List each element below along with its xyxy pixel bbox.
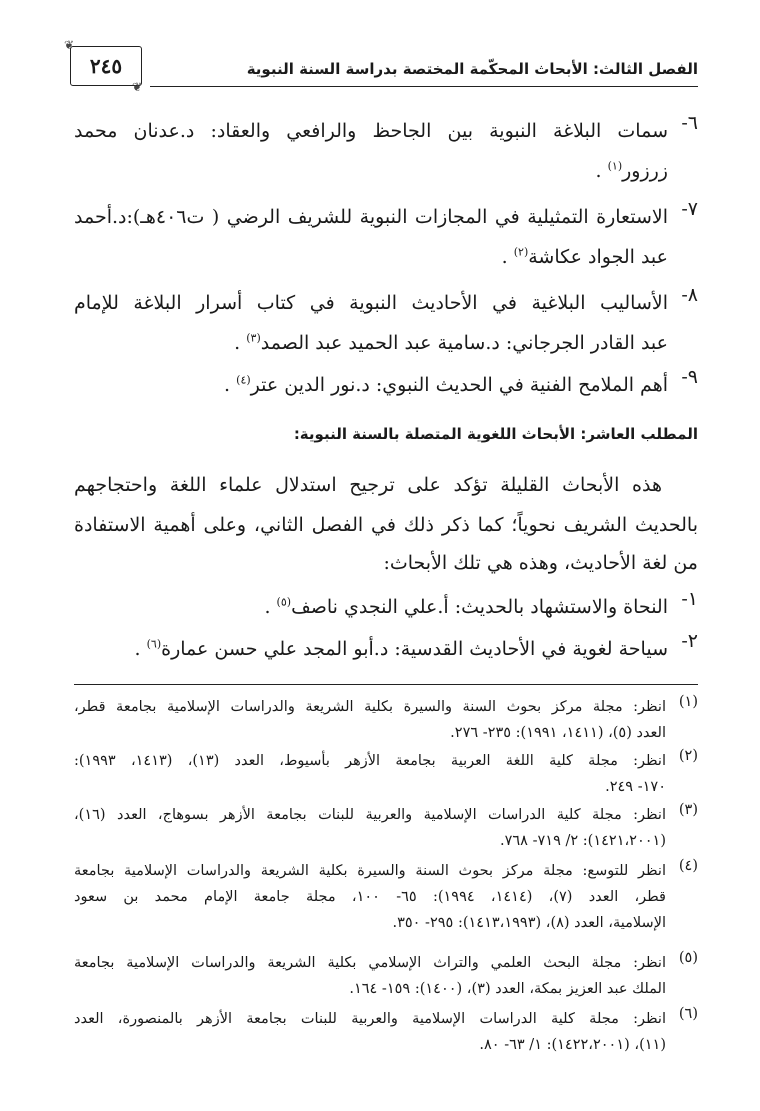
list-item-number: ٢- bbox=[681, 630, 698, 652]
list-item-line: سياحة لغوية في الأحاديث القدسية: د.أبو المجد علي حسن عمارة$^{(٦)}$ . bbox=[134, 637, 668, 660]
footnote-line: قطر، العدد (٧)، (١٤١٤، ١٩٩٤): ٦٥- ١٠٠، مجلة جامعة الإمام محمد بن سعود bbox=[74, 889, 666, 905]
list-item-line: زرزور$^{(١)}$ . bbox=[595, 159, 668, 182]
footnote-number: (٦) bbox=[678, 1006, 698, 1022]
footnote-line: العدد (٥)، (١٤١١، ١٩٩١): ٢٣٥- ٢٧٦. bbox=[450, 725, 666, 741]
footnote-line: انظر: مجلة كلية الدراسات الإسلامية والعربية للبنات بجامعة الأزهر بسوهاج، العدد (١٦)، bbox=[74, 807, 666, 823]
list-item-number: ٦- bbox=[681, 112, 698, 134]
footnote-line: ١٧٠- ٢٤٩. bbox=[605, 779, 666, 795]
footnote-line: (١٤٢١،٢٠٠١): ٢/ ٧١٩- ٧٦٨. bbox=[500, 833, 666, 849]
list-item-line: النحاة والاستشهاد بالحديث: أ.علي النجدي ناصف$^{(٥)}$ . bbox=[264, 595, 668, 618]
list-item-number: ٩- bbox=[681, 366, 698, 388]
header-divider bbox=[150, 86, 698, 87]
running-header-title: الفصل الثالث: الأبحاث المحكّمة المختصة بدراسة السنة النبوية bbox=[246, 60, 698, 78]
list-item-number: ٧- bbox=[681, 198, 698, 220]
footnote-ref: (٥) bbox=[276, 595, 292, 609]
footnote-ref: (٣) bbox=[246, 331, 261, 345]
section-heading: المطلب العاشر: الأبحاث اللغوية المتصلة بالسنة النبوية: bbox=[293, 425, 698, 443]
paragraph-line: بالحديث الشريف نحوياً؛ كما ذكر ذلك في الفصل الثاني، وعلى أهمية الاستفادة bbox=[74, 514, 698, 536]
footnote-line: الإسلامية، العدد (٨)، (١٤١٣،١٩٩٣): ٢٩٥- ٣٥٠. bbox=[392, 915, 666, 931]
list-item-line: عبد الجواد عكاشة$^{(٢)}$ . bbox=[501, 245, 668, 268]
ornament-flourish-icon: ❦ bbox=[64, 38, 75, 52]
footnote-number: (٢) bbox=[678, 748, 698, 764]
footnote-divider bbox=[74, 684, 698, 685]
list-item-number: ١- bbox=[681, 588, 698, 610]
footnote-number: (٤) bbox=[678, 858, 698, 874]
paragraph-line: هذه الأبحاث القليلة تؤكد على ترجيح استدلال علماء اللغة واحتجاجهم bbox=[74, 474, 662, 496]
footnote-line: انظر: مجلة كلية اللغة العربية بجامعة الأزهر بأسيوط، العدد (١٣)، (١٤١٣، ١٩٩٣): bbox=[74, 753, 666, 769]
footnote-line: انظر: مجلة البحث العلمي والتراث الإسلامي بكلية الشريعة والدراسات الإسلامية بجامعة bbox=[74, 955, 666, 971]
list-item-line: الاستعارة التمثيلية في المجازات النبوية للشريف الرضي ( ت٤٠٦هـ):د.أحمد bbox=[74, 206, 668, 228]
list-item-line: أهم الملامح الفنية في الحديث النبوي: د.نور الدين عتر$^{(٤)}$ . bbox=[224, 373, 668, 396]
list-item-line: عبد القادر الجرجاني: د.سامية عبد الحميد عبد الصمد$^{(٣)}$ . bbox=[234, 331, 668, 354]
footnote-ref: (٢) bbox=[513, 245, 529, 259]
list-item-line: سمات البلاغة النبوية بين الجاحظ والرافعي والعقاد: د.عدنان محمد bbox=[74, 120, 668, 142]
footnote-ref: (٦) bbox=[146, 637, 162, 651]
footnote-number: (٥) bbox=[678, 950, 698, 966]
footnote-line: انظر: مجلة كلية الدراسات الإسلامية والعربية للبنات بجامعة الأزهر بالمنصورة، العدد bbox=[74, 1011, 666, 1027]
page-number: ٢٤٥ bbox=[70, 46, 142, 86]
footnote-number: (٣) bbox=[678, 802, 698, 818]
list-item-number: ٨- bbox=[681, 284, 698, 306]
ornament-flourish-icon: ❦ bbox=[132, 80, 143, 94]
footnote-line: (١١)، (١٤٢٢،٢٠٠١): ١/ ٦٣- ٨٠. bbox=[479, 1037, 666, 1053]
footnote-line: انظر: مجلة مركز بحوث السنة والسيرة بكلية الشريعة والدراسات الإسلامية بجامعة قطر، bbox=[74, 699, 666, 715]
footnote-line: انظر للتوسع: مجلة مركز بحوث السنة والسيرة بكلية الشريعة والدراسات الإسلامية بجامعة bbox=[74, 863, 666, 879]
footnote-ref: (٤) bbox=[236, 373, 251, 387]
footnote-ref: (١) bbox=[607, 159, 623, 173]
paragraph-line: من لغة الأحاديث، وهذه هي تلك الأبحاث: bbox=[383, 552, 698, 574]
list-item-line: الأساليب البلاغية في الأحاديث النبوية في كتاب أسرار البلاغة للإمام bbox=[74, 292, 668, 314]
footnote-number: (١) bbox=[678, 694, 698, 710]
footnote-line: الملك عبد العزيز بمكة، العدد (٣)، (١٤٠٠): ١٥٩- ١٦٤. bbox=[349, 981, 666, 997]
